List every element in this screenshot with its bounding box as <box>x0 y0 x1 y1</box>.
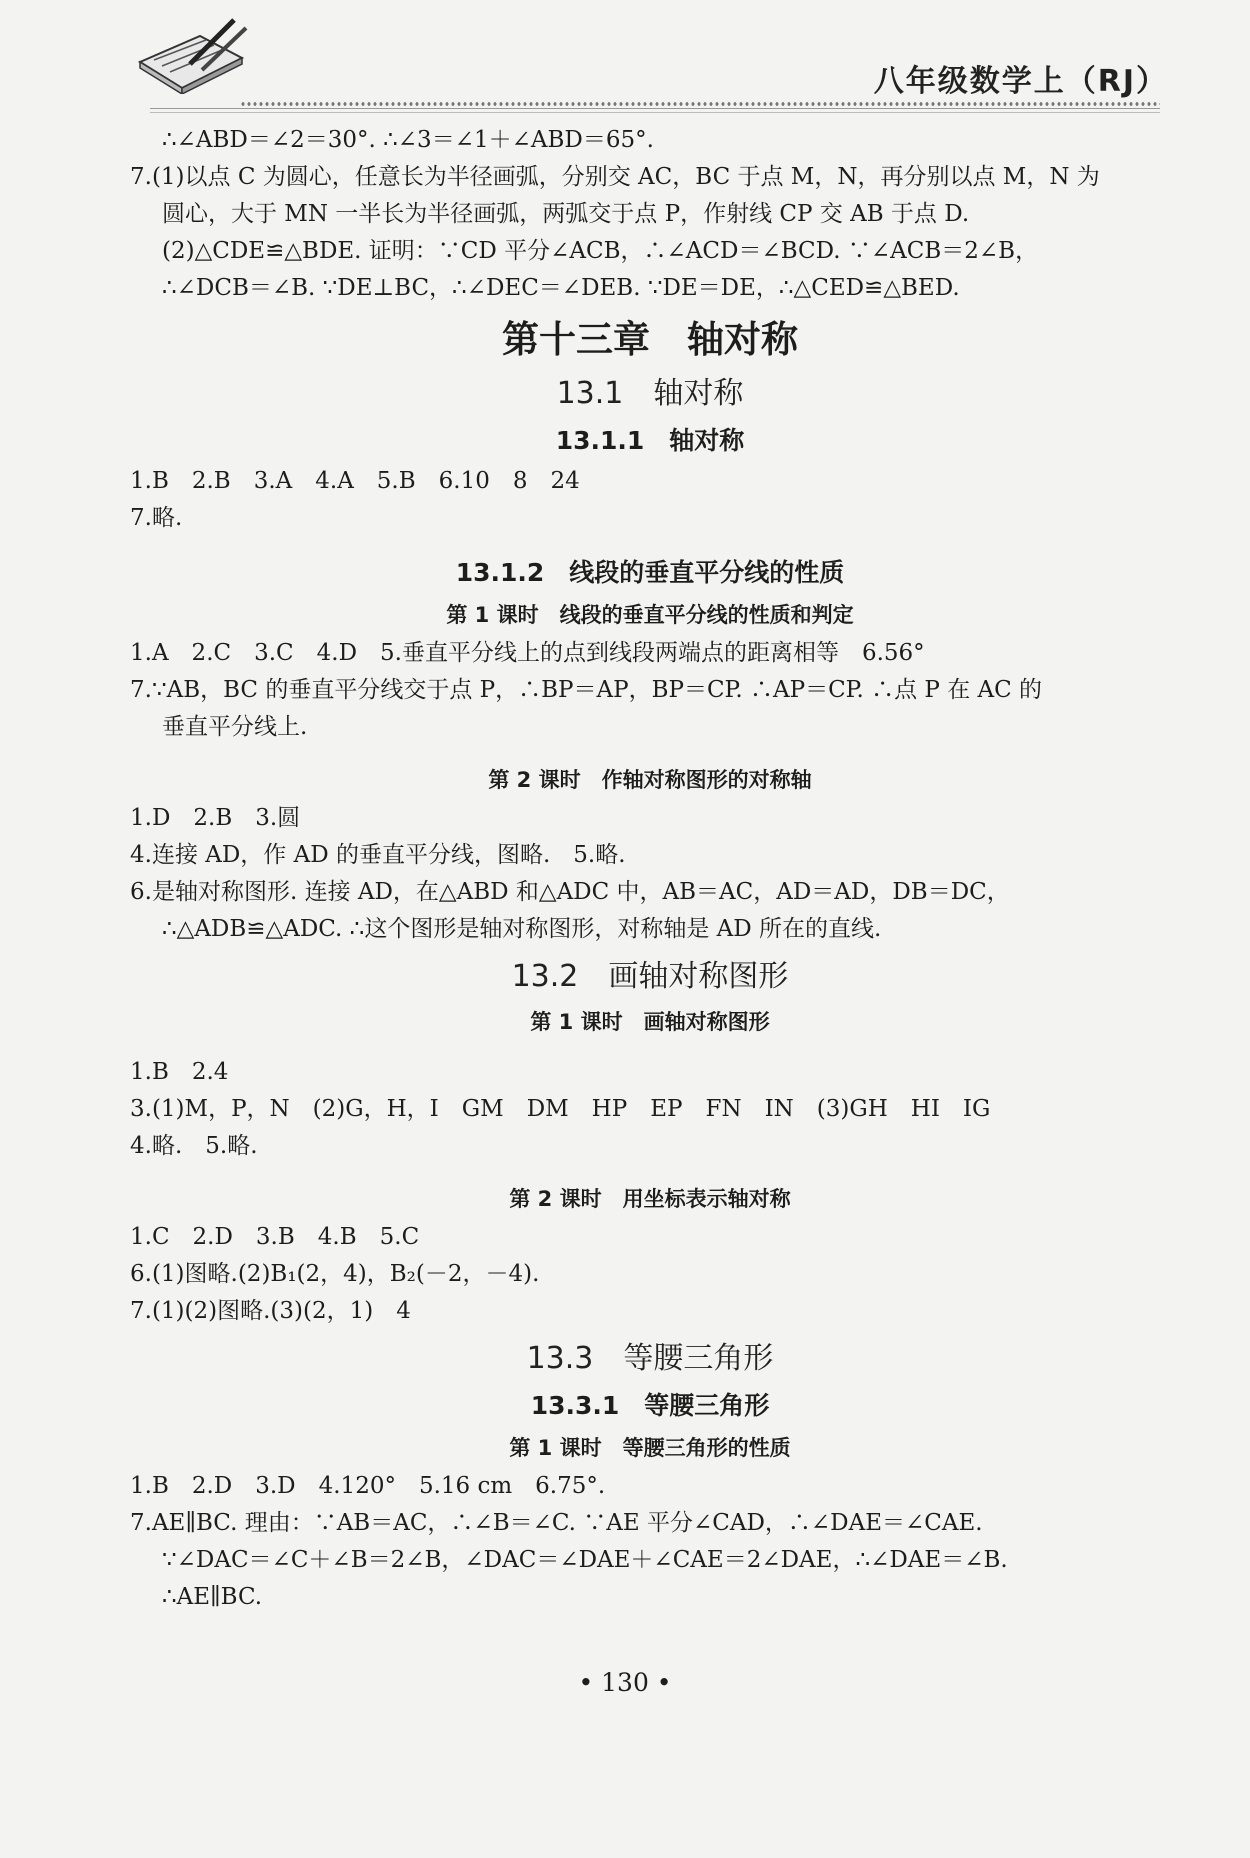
subsection-title: 13.1.1 轴对称 <box>555 426 745 455</box>
lesson-title: 第 2 课时 作轴对称图形的对称轴 <box>488 768 812 792</box>
answer-line: 1.B 2.4 <box>130 1059 229 1085</box>
answer-line: ∵∠DAC＝∠C＋∠B＝2∠B，∠DAC＝∠DAE＋∠CAE＝2∠DAE，∴∠DAE＝∠B. <box>162 1547 1008 1573</box>
answer-line: 7.略. <box>130 505 183 531</box>
answer-line: 6.是轴对称图形. 连接 AD，在△ABD 和△ADC 中，AB＝AC，AD＝AD，DB＝DC， <box>130 879 1010 905</box>
lesson-title: 第 1 课时 线段的垂直平分线的性质和判定 <box>446 603 854 627</box>
answer-line: 7.(1)(2)图略.(3)(2，1) 4 <box>130 1298 411 1324</box>
answer-line: 1.B 2.D 3.D 4.120° 5.16 cm 6.75°. <box>130 1473 606 1499</box>
answer-line: 1.A 2.C 3.C 4.D 5.垂直平分线上的点到线段两端点的距离相等 6.56° <box>130 640 925 666</box>
answer-line: 7.(1)以点 C 为圆心，任意长为半径画弧，分别交 AC，BC 于点 M，N，再分别以点 M，N 为 <box>130 164 1100 190</box>
lesson-title: 第 1 课时 等腰三角形的性质 <box>509 1436 791 1460</box>
header-dotted-rule <box>240 100 1160 108</box>
section-title: 13.1 轴对称 <box>556 376 744 411</box>
answer-line: ∴AE∥BC. <box>162 1584 263 1610</box>
answer-line: ∴△ADB≌△ADC. ∴这个图形是轴对称图形，对称轴是 AD 所在的直线. <box>162 916 882 942</box>
answer-line: 3.(1)M，P，N (2)G，H，I GM DM HP EP FN IN (3)GH HI IG <box>130 1096 991 1122</box>
subsection-title: 13.3.1 等腰三角形 <box>530 1391 770 1420</box>
answer-line: 4.略. 5.略. <box>130 1133 258 1159</box>
answer-content <box>130 122 1170 1616</box>
answer-line: 7.AE∥BC. 理由：∵AB＝AC，∴∠B＝∠C. ∵AE 平分∠CAD，∴∠DAE＝∠CAE. <box>130 1510 983 1536</box>
subsection-title: 13.1.2 线段的垂直平分线的性质 <box>455 558 845 587</box>
answer-line: 1.B 2.B 3.A 4.A 5.B 6.10 8 24 <box>130 468 580 494</box>
page-number: • 130 • <box>578 1668 672 1697</box>
answer-line: 6.(1)图略.(2)B₁(2，4)，B₂(－2，－4). <box>130 1261 540 1287</box>
answer-line: 1.C 2.D 3.B 4.B 5.C <box>130 1224 420 1250</box>
lesson-title: 第 2 课时 用坐标表示轴对称 <box>509 1187 791 1211</box>
answer-line: ∴∠DCB＝∠B. ∵DE⊥BC，∴∠DEC＝∠DEB. ∵DE＝DE，∴△CED≌△BED. <box>162 275 960 301</box>
answer-line: (2)△CDE≌△BDE. 证明：∵CD 平分∠ACB，∴∠ACD＝∠BCD. ∵∠ACB＝2∠B， <box>162 238 1039 264</box>
answer-line: 1.D 2.B 3.圆 <box>130 805 301 831</box>
lesson-title: 第 1 课时 画轴对称图形 <box>530 1010 770 1034</box>
section-title: 13.2 画轴对称图形 <box>511 959 789 994</box>
notebook-pencil-icon <box>130 14 250 94</box>
answer-line: 7.∵AB，BC 的垂直平分线交于点 P，∴BP＝AP，BP＝CP. ∴AP＝CP. ∴点 P 在 AC 的 <box>130 677 1043 703</box>
chapter-title: 第十三章 轴对称 <box>502 318 798 361</box>
header-rule <box>150 108 1160 113</box>
answer-line: 圆心，大于 MN 一半长为半径画弧，两弧交于点 P，作射线 CP 交 AB 于点 D. <box>162 201 970 227</box>
answer-line: ∴∠ABD＝∠2＝30°. ∴∠3＝∠1＋∠ABD＝65°. <box>162 127 654 153</box>
header-title: 八年级数学上（RJ） <box>873 64 1168 99</box>
answer-line: 4.连接 AD，作 AD 的垂直平分线，图略. 5.略. <box>130 842 626 868</box>
answer-line: 垂直平分线上. <box>162 714 308 740</box>
section-title: 13.3 等腰三角形 <box>526 1341 774 1376</box>
